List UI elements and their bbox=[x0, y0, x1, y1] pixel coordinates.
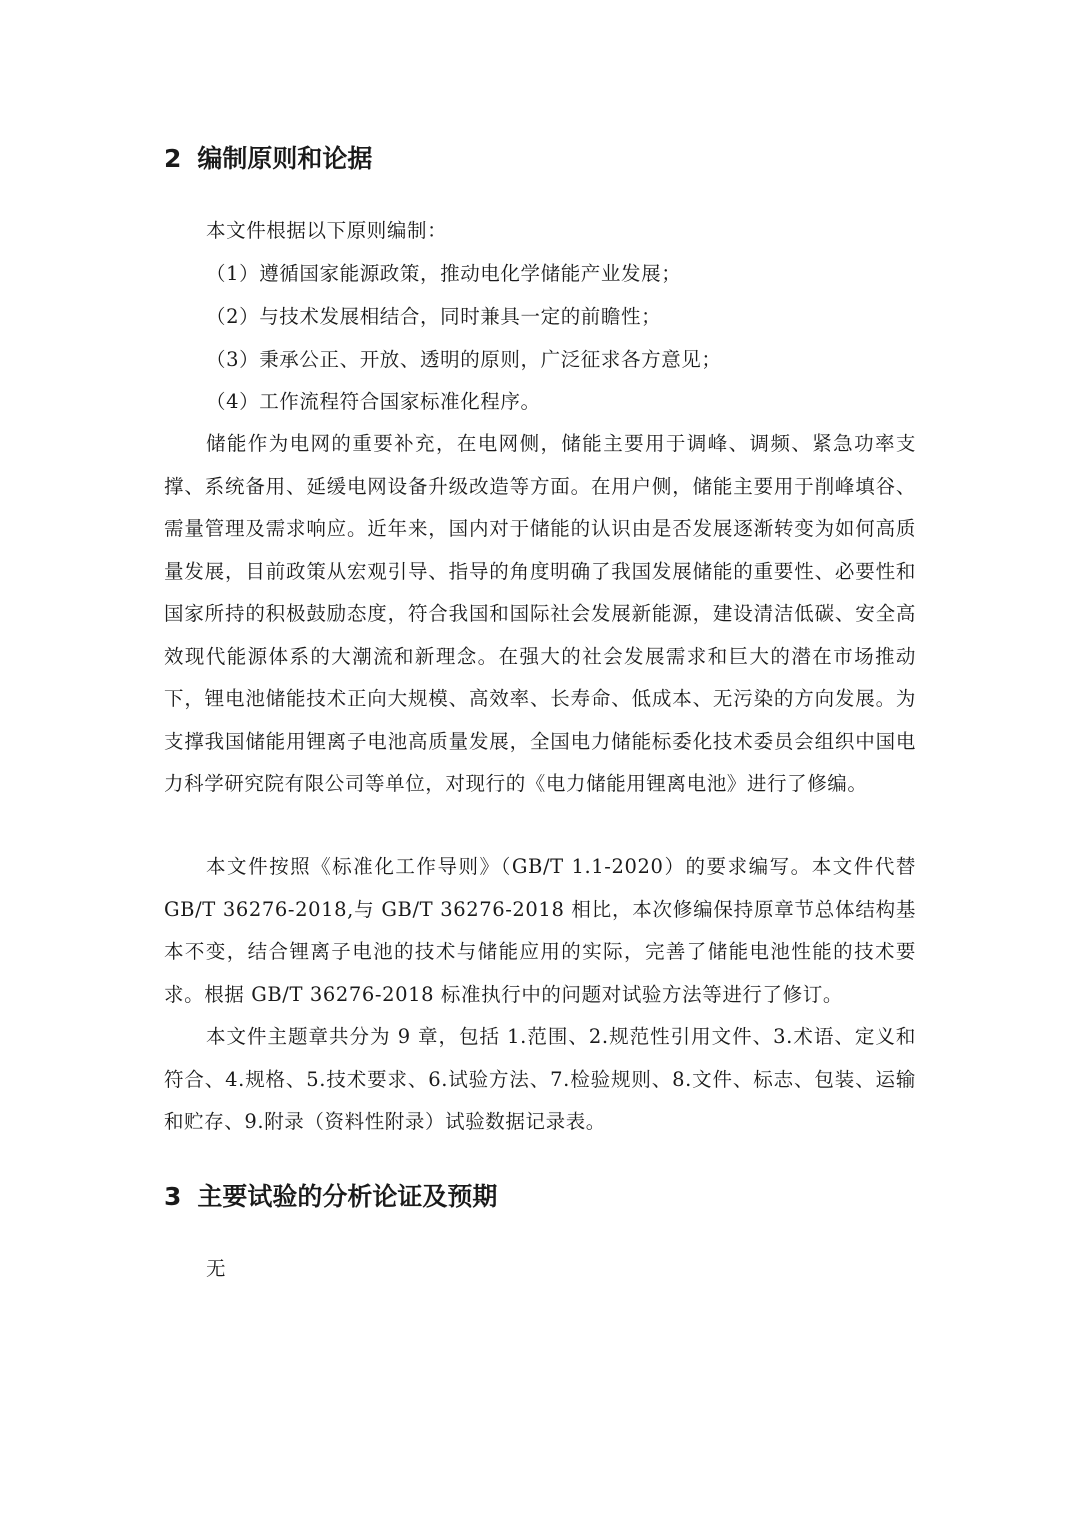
section-2-number: 2 bbox=[164, 144, 182, 173]
paragraph-energy-storage: 储能作为电网的重要补充，在电网侧，储能主要用于调峰、调频、紧急功率支撑、系统备用、延缓电网设备升级改造等方面。在用户侧，储能主要用于削峰填谷、需量管理及需求响应。近年来，国内对于储能的认识由是否发展逐渐转变为如何高质量发展，目前政策从宏观引导、指导的角度明确了我国发展储能的重要性、必要性和国家所持的积极鼓励态度，符合我国和国际社会发展新能源，建设清洁低碳、安全高效现代能源体系的大潮流和新理念。在强大的社会发展需求和巨大的潜在市场推动下，锂电池储能技术正向大规模、高效率、长寿命、低成本、无污染的方向发展。为支撑我国储能用锂离子电池高质量发展，全国电力储能标委化技术委员会组织中国电力科学研究院有限公司等单位，对现行的《电力储能用锂离电池》进行了修编。 bbox=[164, 432, 916, 795]
section-3-title: 主要试验的分析论证及预期 bbox=[197, 1182, 498, 1211]
section-3-body: 无 bbox=[206, 1257, 227, 1280]
section-2-title: 编制原则和论据 bbox=[197, 144, 373, 173]
paragraph-chapter-structure: 本文件主题章共分为 9 章，包括 1.范围、2.规范性引用文件、3.术语、定义和符合、4.规格、5.技术要求、6.试验方法、7.检验规则、8.文件、标志、包装、运输和贮存、9.附录（资料性附录）试验数据记录表。 bbox=[164, 1025, 916, 1133]
principle-item-3: （3）秉承公正、开放、透明的原则，广泛征求各方意见； bbox=[206, 348, 722, 371]
principle-item-4: （4）工作流程符合国家标准化程序。 bbox=[206, 390, 541, 413]
section-2-intro: 本文件根据以下原则编制： bbox=[206, 219, 448, 242]
section-3-heading bbox=[164, 1180, 497, 1214]
principle-item-2: （2）与技术发展相结合，同时兼具一定的前瞻性； bbox=[206, 305, 662, 328]
paragraph-standard-revision: 本文件按照《标准化工作导则》（GB/T 1.1-2020）的要求编写。本文件代替 GB/T 36276-2018,与 GB/T 36276-2018 相比，本次修编保持原章节总体结构基本不变，结合锂离子电池的技术与储能应用的实际，完善了储能电池性能的技术要求。根据 GB/T 36276-2018 标准执行中的问题对试验方法等进行了修订。 bbox=[164, 855, 916, 1006]
section-2-heading bbox=[164, 142, 372, 176]
principle-item-1: （1）遵循国家能源政策，推动电化学储能产业发展； bbox=[206, 262, 682, 285]
section-3-number: 3 bbox=[164, 1182, 182, 1211]
